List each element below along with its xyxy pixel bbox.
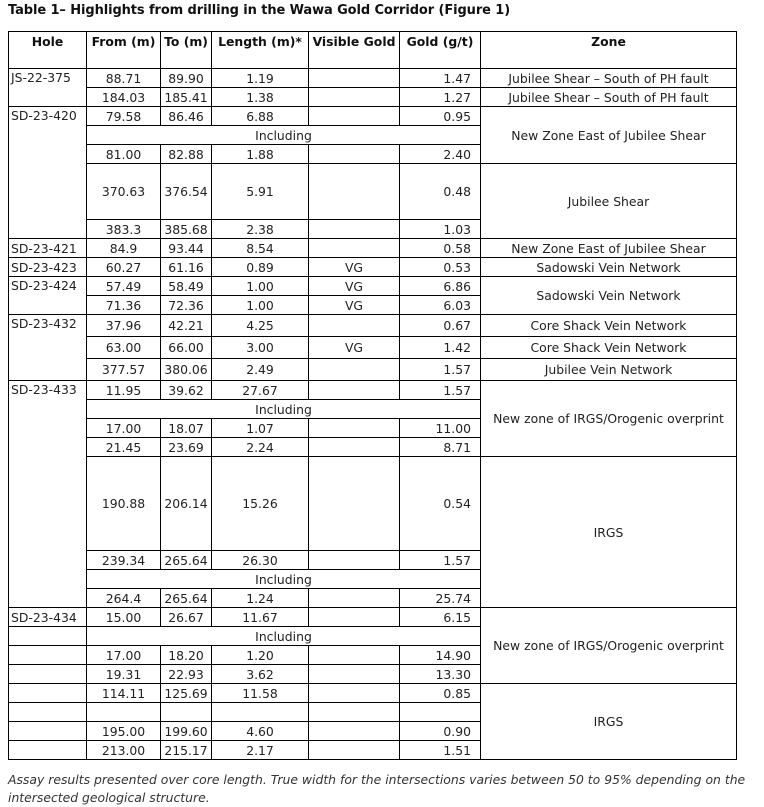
gold-cell: 6.86 bbox=[400, 277, 481, 296]
hole-cell bbox=[9, 741, 87, 760]
visible-gold-cell bbox=[309, 145, 400, 164]
zone-cell: New zone of IRGS/Orogenic overprint bbox=[481, 608, 737, 684]
header-row bbox=[9, 32, 737, 69]
from-cell: 114.11 bbox=[87, 684, 161, 703]
to-cell: 61.16 bbox=[161, 258, 212, 277]
gold-cell: 1.27 bbox=[400, 88, 481, 107]
from-cell: 11.95 bbox=[87, 381, 161, 400]
gold-cell: 0.48 bbox=[400, 164, 481, 220]
gold-cell: 8.71 bbox=[400, 438, 481, 457]
gold-cell: 25.74 bbox=[400, 589, 481, 608]
gold-cell: 0.58 bbox=[400, 239, 481, 258]
hole-cell: SD-23-424 bbox=[9, 277, 87, 315]
gold-cell: 0.85 bbox=[400, 684, 481, 703]
visible-gold-cell bbox=[309, 359, 400, 381]
header-from: From (m) bbox=[87, 32, 161, 69]
gold-cell: 1.57 bbox=[400, 381, 481, 400]
length-cell: 2.49 bbox=[212, 359, 309, 381]
table-row bbox=[9, 164, 737, 220]
from-cell: 71.36 bbox=[87, 296, 161, 315]
from-cell: 84.9 bbox=[87, 239, 161, 258]
visible-gold-cell bbox=[309, 551, 400, 570]
from-cell: 60.27 bbox=[87, 258, 161, 277]
from-cell: 213.00 bbox=[87, 741, 161, 760]
table-row bbox=[9, 684, 737, 703]
length-cell: 1.88 bbox=[212, 145, 309, 164]
length-cell bbox=[212, 703, 309, 722]
to-cell: 66.00 bbox=[161, 337, 212, 359]
visible-gold-cell bbox=[309, 665, 400, 684]
hole-cell: SD-23-423 bbox=[9, 258, 87, 277]
hole-cell bbox=[9, 684, 87, 703]
visible-gold-cell bbox=[309, 220, 400, 239]
to-cell: 82.88 bbox=[161, 145, 212, 164]
length-cell: 11.58 bbox=[212, 684, 309, 703]
to-cell: 265.64 bbox=[161, 589, 212, 608]
gold-cell: 2.40 bbox=[400, 145, 481, 164]
table-row bbox=[9, 277, 737, 296]
visible-gold-cell bbox=[309, 239, 400, 258]
table-row bbox=[9, 381, 737, 400]
gold-cell: 13.30 bbox=[400, 665, 481, 684]
to-cell: 125.69 bbox=[161, 684, 212, 703]
visible-gold-cell bbox=[309, 589, 400, 608]
length-cell: 15.26 bbox=[212, 457, 309, 551]
length-cell: 3.00 bbox=[212, 337, 309, 359]
to-cell: 385.68 bbox=[161, 220, 212, 239]
including-label: Including bbox=[87, 627, 481, 646]
table-row bbox=[9, 69, 737, 88]
visible-gold-cell bbox=[309, 419, 400, 438]
gold-cell: 0.54 bbox=[400, 457, 481, 551]
hole-cell bbox=[9, 627, 87, 646]
table-row bbox=[9, 337, 737, 359]
length-cell: 1.07 bbox=[212, 419, 309, 438]
hole-cell: JS-22-375 bbox=[9, 69, 87, 107]
zone-cell: Jubilee Shear – South of PH fault bbox=[481, 69, 737, 88]
to-cell: 23.69 bbox=[161, 438, 212, 457]
from-cell: 37.96 bbox=[87, 315, 161, 337]
header-to: To (m) bbox=[161, 32, 212, 69]
length-cell: 1.19 bbox=[212, 69, 309, 88]
zone-cell: Sadowski Vein Network bbox=[481, 258, 737, 277]
visible-gold-cell bbox=[309, 684, 400, 703]
header-gold: Gold (g/t) bbox=[400, 32, 481, 69]
from-cell: 239.34 bbox=[87, 551, 161, 570]
length-cell: 1.20 bbox=[212, 646, 309, 665]
gold-cell: 0.90 bbox=[400, 722, 481, 741]
length-cell: 3.62 bbox=[212, 665, 309, 684]
visible-gold-cell bbox=[309, 741, 400, 760]
header-zone: Zone bbox=[481, 32, 737, 69]
length-cell: 1.00 bbox=[212, 277, 309, 296]
visible-gold-cell: VG bbox=[309, 258, 400, 277]
to-cell: 42.21 bbox=[161, 315, 212, 337]
gold-cell: 0.95 bbox=[400, 107, 481, 126]
zone-cell: Core Shack Vein Network bbox=[481, 337, 737, 359]
visible-gold-cell: VG bbox=[309, 337, 400, 359]
to-cell: 72.36 bbox=[161, 296, 212, 315]
visible-gold-cell: VG bbox=[309, 277, 400, 296]
gold-cell: 1.42 bbox=[400, 337, 481, 359]
visible-gold-cell bbox=[309, 164, 400, 220]
length-cell: 26.30 bbox=[212, 551, 309, 570]
zone-cell: Core Shack Vein Network bbox=[481, 315, 737, 337]
from-cell: 15.00 bbox=[87, 608, 161, 627]
length-cell: 1.38 bbox=[212, 88, 309, 107]
from-cell: 17.00 bbox=[87, 646, 161, 665]
hole-cell: SD-23-432 bbox=[9, 315, 87, 381]
gold-cell bbox=[400, 703, 481, 722]
visible-gold-cell bbox=[309, 457, 400, 551]
length-cell: 4.25 bbox=[212, 315, 309, 337]
to-cell: 86.46 bbox=[161, 107, 212, 126]
including-label: Including bbox=[87, 126, 481, 145]
from-cell: 383.3 bbox=[87, 220, 161, 239]
to-cell: 376.54 bbox=[161, 164, 212, 220]
to-cell: 18.07 bbox=[161, 419, 212, 438]
zone-cell: IRGS bbox=[481, 684, 737, 760]
visible-gold-cell bbox=[309, 69, 400, 88]
gold-cell: 6.15 bbox=[400, 608, 481, 627]
footnote: Assay results presented over core length. True width for the intersections varies between 50 to 95% depending on the intersected geological structure. bbox=[8, 772, 746, 805]
from-cell: 377.57 bbox=[87, 359, 161, 381]
to-cell: 215.17 bbox=[161, 741, 212, 760]
from-cell: 21.45 bbox=[87, 438, 161, 457]
zone-cell: Jubilee Shear – South of PH fault bbox=[481, 88, 737, 107]
table-row bbox=[9, 359, 737, 381]
gold-cell: 1.51 bbox=[400, 741, 481, 760]
visible-gold-cell bbox=[309, 315, 400, 337]
from-cell: 19.31 bbox=[87, 665, 161, 684]
length-cell: 5.91 bbox=[212, 164, 309, 220]
hole-cell bbox=[9, 646, 87, 665]
gold-cell: 0.53 bbox=[400, 258, 481, 277]
visible-gold-cell bbox=[309, 438, 400, 457]
to-cell: 26.67 bbox=[161, 608, 212, 627]
to-cell: 380.06 bbox=[161, 359, 212, 381]
visible-gold-cell bbox=[309, 608, 400, 627]
drilling-highlights-table bbox=[8, 31, 737, 760]
visible-gold-cell bbox=[309, 381, 400, 400]
to-cell: 22.93 bbox=[161, 665, 212, 684]
to-cell bbox=[161, 703, 212, 722]
to-cell: 93.44 bbox=[161, 239, 212, 258]
to-cell: 18.20 bbox=[161, 646, 212, 665]
zone-cell: New Zone East of Jubilee Shear bbox=[481, 107, 737, 164]
hole-cell: SD-23-434 bbox=[9, 608, 87, 627]
gold-cell: 0.67 bbox=[400, 315, 481, 337]
gold-cell: 1.57 bbox=[400, 359, 481, 381]
from-cell: 17.00 bbox=[87, 419, 161, 438]
visible-gold-cell bbox=[309, 107, 400, 126]
zone-cell: New Zone East of Jubilee Shear bbox=[481, 239, 737, 258]
hole-cell: SD-23-420 bbox=[9, 107, 87, 239]
header-length: Length (m)* bbox=[212, 32, 309, 69]
length-cell: 11.67 bbox=[212, 608, 309, 627]
from-cell: 79.58 bbox=[87, 107, 161, 126]
hole-cell: SD-23-433 bbox=[9, 381, 87, 608]
from-cell: 264.4 bbox=[87, 589, 161, 608]
gold-cell: 1.57 bbox=[400, 551, 481, 570]
header-hole: Hole bbox=[9, 32, 87, 69]
to-cell: 206.14 bbox=[161, 457, 212, 551]
table-row bbox=[9, 315, 737, 337]
zone-cell: Jubilee Shear bbox=[481, 164, 737, 239]
from-cell: 81.00 bbox=[87, 145, 161, 164]
visible-gold-cell bbox=[309, 722, 400, 741]
zone-cell: Sadowski Vein Network bbox=[481, 277, 737, 315]
hole-cell: SD-23-421 bbox=[9, 239, 87, 258]
length-cell: 8.54 bbox=[212, 239, 309, 258]
gold-cell: 14.90 bbox=[400, 646, 481, 665]
zone-cell: Jubilee Vein Network bbox=[481, 359, 737, 381]
length-cell: 2.24 bbox=[212, 438, 309, 457]
length-cell: 2.17 bbox=[212, 741, 309, 760]
length-cell: 0.89 bbox=[212, 258, 309, 277]
gold-cell: 6.03 bbox=[400, 296, 481, 315]
to-cell: 199.60 bbox=[161, 722, 212, 741]
gold-cell: 1.03 bbox=[400, 220, 481, 239]
table-row bbox=[9, 457, 737, 551]
including-label: Including bbox=[87, 400, 481, 419]
visible-gold-cell bbox=[309, 703, 400, 722]
to-cell: 265.64 bbox=[161, 551, 212, 570]
length-cell: 4.60 bbox=[212, 722, 309, 741]
to-cell: 89.90 bbox=[161, 69, 212, 88]
from-cell: 190.88 bbox=[87, 457, 161, 551]
table-row bbox=[9, 608, 737, 627]
from-cell: 63.00 bbox=[87, 337, 161, 359]
zone-cell: IRGS bbox=[481, 457, 737, 608]
from-cell: 88.71 bbox=[87, 69, 161, 88]
table-row bbox=[9, 239, 737, 258]
length-cell: 1.24 bbox=[212, 589, 309, 608]
from-cell: 57.49 bbox=[87, 277, 161, 296]
visible-gold-cell bbox=[309, 88, 400, 107]
to-cell: 39.62 bbox=[161, 381, 212, 400]
from-cell: 195.00 bbox=[87, 722, 161, 741]
table-row bbox=[9, 258, 737, 277]
header-visible-gold: Visible Gold bbox=[309, 32, 400, 69]
table-title: Table 1– Highlights from drilling in the Wawa Gold Corridor (Figure 1) bbox=[8, 3, 511, 18]
visible-gold-cell: VG bbox=[309, 296, 400, 315]
to-cell: 58.49 bbox=[161, 277, 212, 296]
hole-cell bbox=[9, 722, 87, 741]
from-cell: 184.03 bbox=[87, 88, 161, 107]
hole-cell bbox=[9, 703, 87, 722]
including-label: Including bbox=[87, 570, 481, 589]
hole-cell bbox=[9, 665, 87, 684]
table-row bbox=[9, 88, 737, 107]
from-cell bbox=[87, 703, 161, 722]
gold-cell: 11.00 bbox=[400, 419, 481, 438]
from-cell: 370.63 bbox=[87, 164, 161, 220]
length-cell: 1.00 bbox=[212, 296, 309, 315]
gold-cell: 1.47 bbox=[400, 69, 481, 88]
length-cell: 2.38 bbox=[212, 220, 309, 239]
zone-cell: New zone of IRGS/Orogenic overprint bbox=[481, 381, 737, 457]
table-row bbox=[9, 107, 737, 126]
length-cell: 27.67 bbox=[212, 381, 309, 400]
visible-gold-cell bbox=[309, 646, 400, 665]
length-cell: 6.88 bbox=[212, 107, 309, 126]
to-cell: 185.41 bbox=[161, 88, 212, 107]
